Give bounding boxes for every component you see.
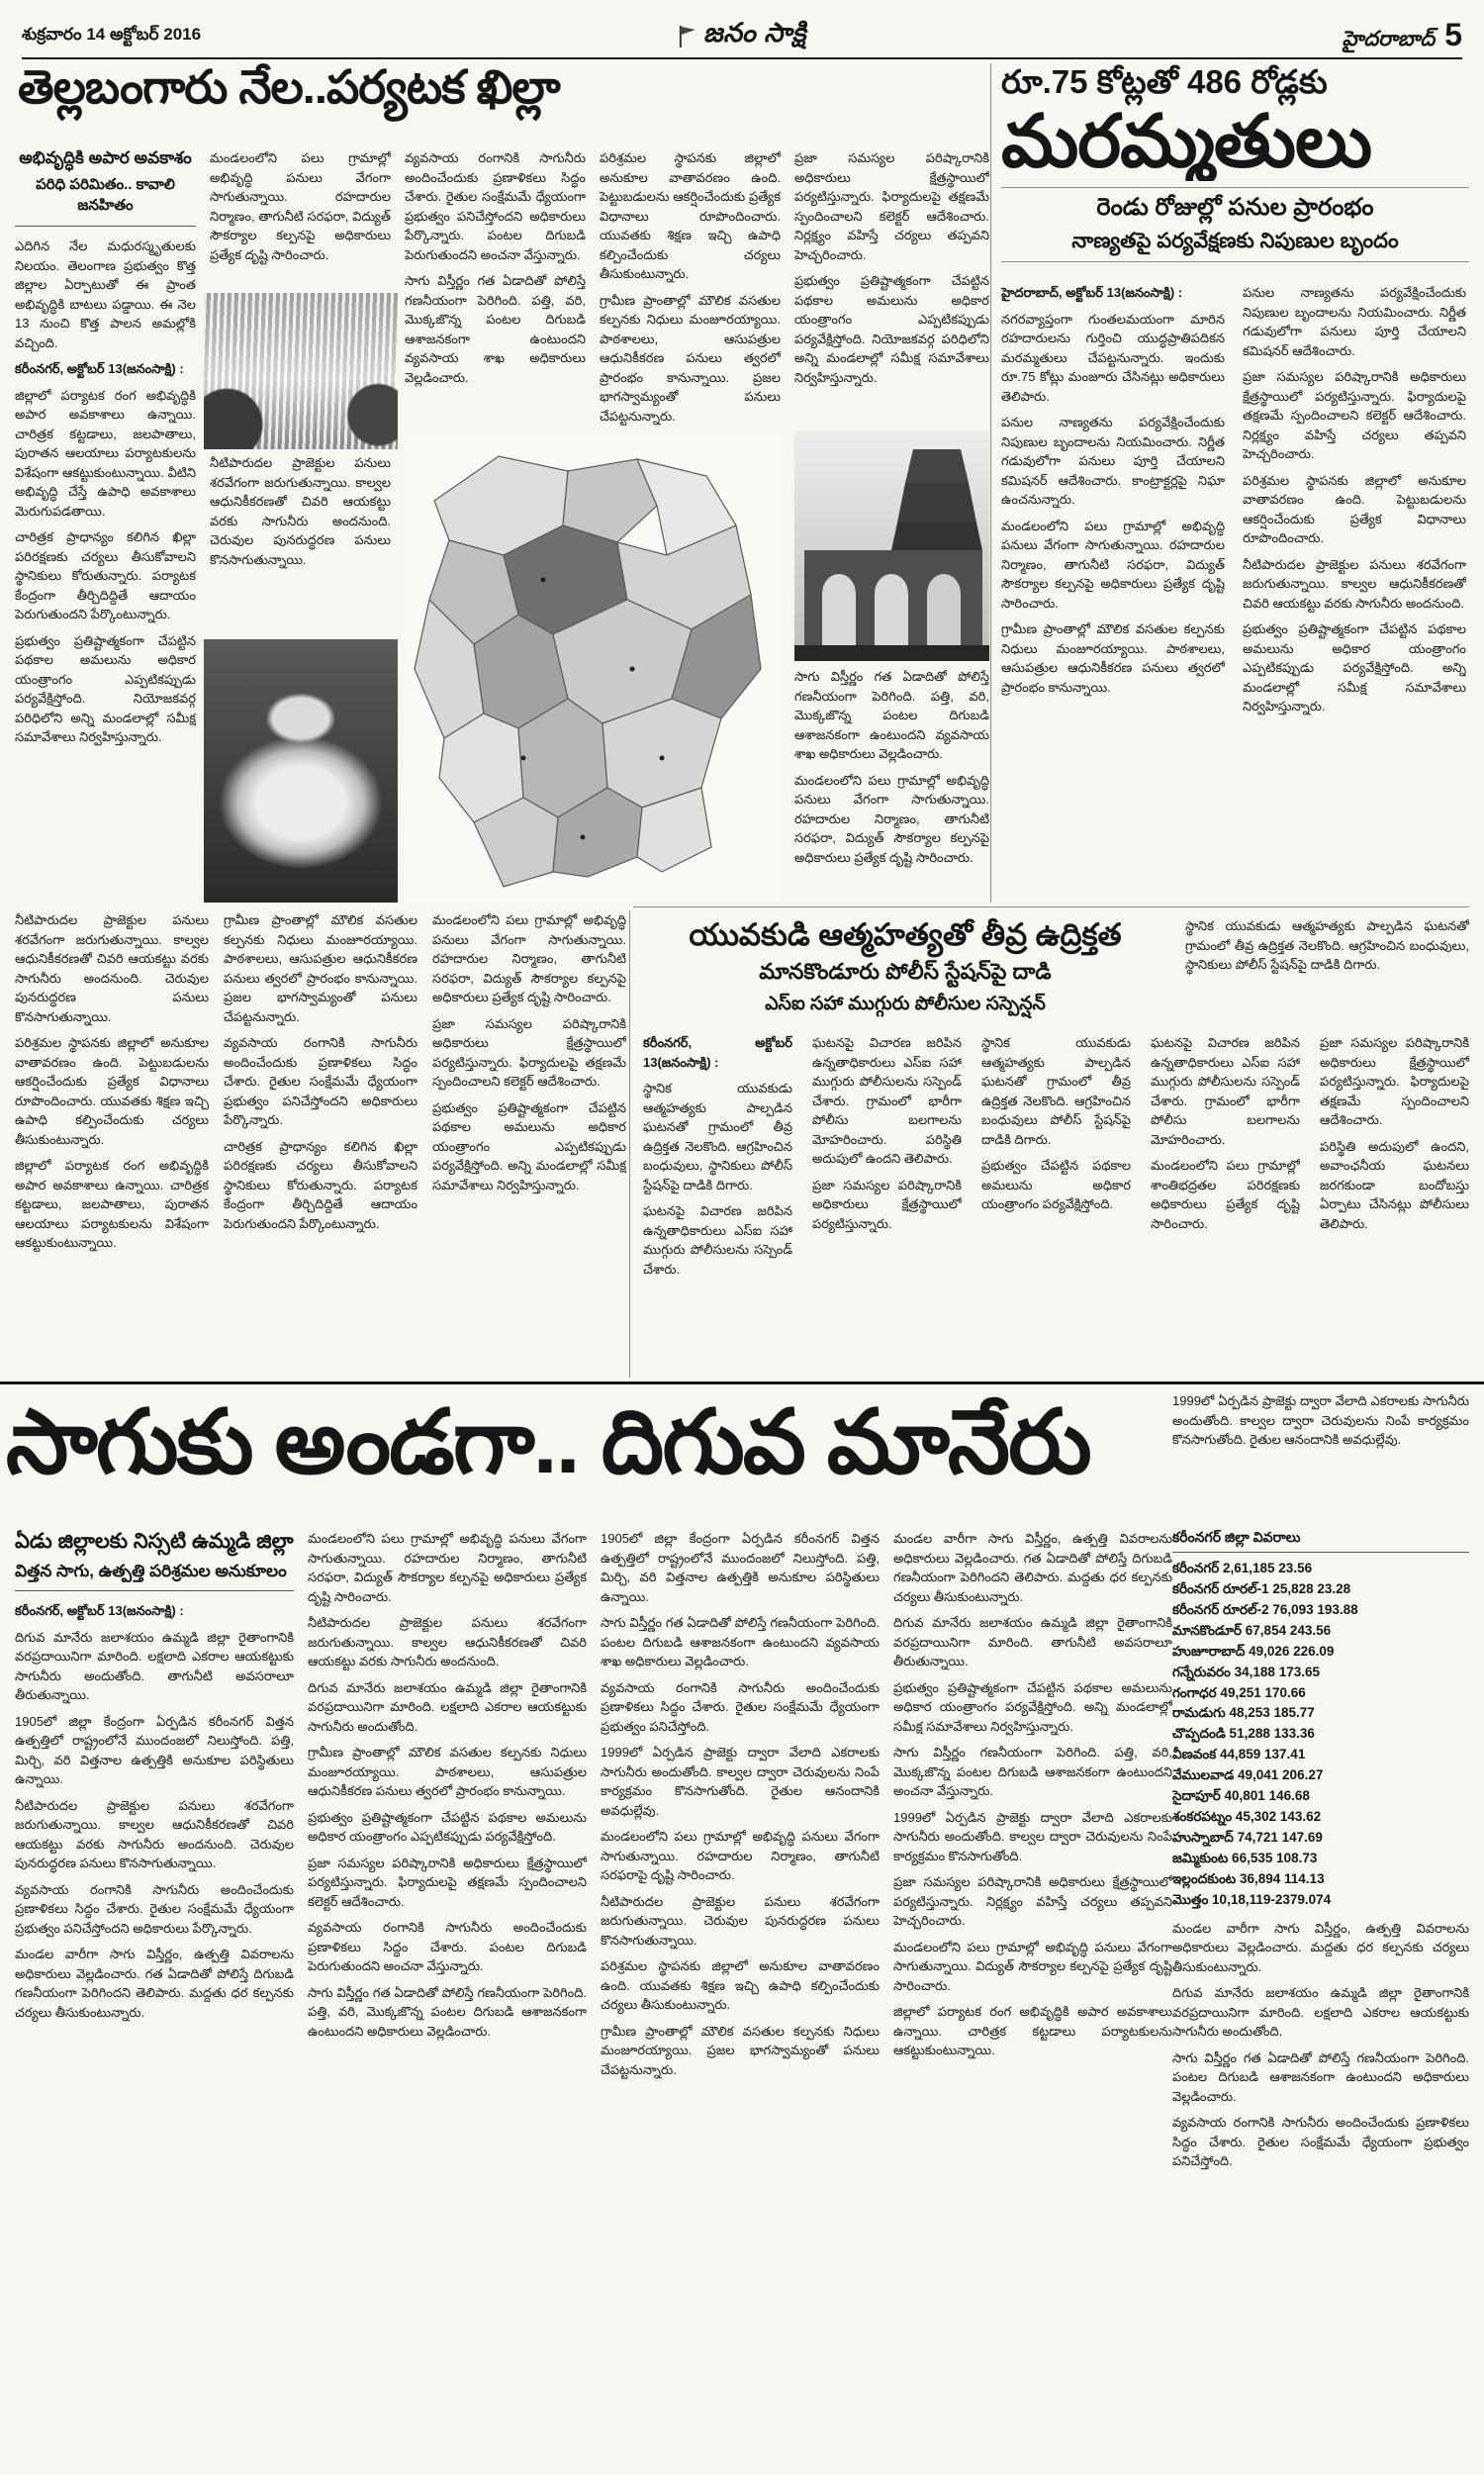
article3-headline: యువకుడి ఆత్మహత్యతో తీవ్ర ఉద్రిక్తత — [689, 917, 1122, 952]
article1-body-lower — [15, 910, 626, 1376]
article3-paragraph: ప్రభుత్వం చేపట్టిన పథకాల అమలును అధికార యంత్రాంగం పర్యవేక్షిస్తోంది. — [981, 1158, 1131, 1211]
article2-rule-bottom — [1001, 261, 1469, 262]
article1-paragraph: ప్రభుత్వం ప్రతిష్టాత్మకంగా చేపట్టిన పథకాల అమలును అధికార యంత్రాంగం ఎప్పటికప్పుడు పర్యవేక్షిస్తోంది. నియోజకవర్గ పరిధిలోని అన్ని మండలాల్లో సమీక్ష సమావేశాలు నిర్వహిస్తున్నారు. — [794, 273, 989, 385]
article1-paragraph: చారిత్రక ప్రాధాన్యం కలిగిన ఖిల్లా పరిరక్షణకు చర్యలు తీసుకోవాలని స్థానికులు కోరుతున్నారు. పర్యాటక కేంద్రంగా తీర్చిదిద్దితే ఆదాయం పెరుగుతుందని పేర్కొంటున్నారు. — [15, 529, 196, 621]
article4-paragraph: నీటిపారుదల ప్రాజెక్టుల పనులు శరవేగంగా జరుగుతున్నాయి. కాల్వల ఆధునికీకరణతో చివరి ఆయకట్టు వరకు సాగునీరు అందనుంది. — [308, 1615, 587, 1668]
fort-photo — [794, 431, 989, 661]
mandal-statistic-line: కరీంనగర్ 2,61,185 23.56 — [1172, 1561, 1313, 1575]
article1-lower-col2 — [224, 910, 417, 1376]
article3-paragraph: ఘటనపై విచారణ జరిపిన ఉన్నతాధికారులు ఎస్ఐ సహా ముగ్గురు పోలీసులను సస్పెండ్ చేశారు. గ్రామంలో భారీగా పోలీసు బలగాలను మోహరించారు. పరిస్థితి అదుపులో ఉందని తెలిపారు. — [812, 1035, 962, 1166]
article4-paragraph: గ్రామీణ ప్రాంతాల్లో మౌలిక వసతుల కల్పనకు నిధులు మంజూరయ్యాయి. పాఠశాలలు, ఆసుపత్రుల ఆధునికీకరణ పనులు త్వరలో ప్రారంభం కానున్నాయి. — [308, 1745, 587, 1798]
article2-col1-paras — [1001, 310, 1225, 698]
article1-paragraph: ప్రజా సమస్యల పరిష్కారానికి అధికారులు క్షేత్రస్థాయిలో పర్యటిస్తున్నారు. ఫిర్యాదులపై తక్షణమే స్పందించాలని కలెక్టర్ ఆదేశించారు. — [432, 1015, 626, 1089]
article4-paragraph: మండలంలోని పలు గ్రామాల్లో అభివృద్ధి పనులు వేగంగా సాగుతున్నాయి. రహదారుల నిర్మాణం, తాగునీటి సరఫరా, విద్యుత్ సౌకర్యాల కల్పనపై అధికారులు ప్రత్యేక దృష్టి సారించారు. — [308, 1531, 587, 1604]
article1-paragraph: సాగు విస్తీర్ణం గత ఏడాదితో పోలిస్తే గణనీయంగా పెరిగింది. పత్తి, వరి, మొక్కజొన్న పంటల దిగుబడి ఆశాజనకంగా ఉంటుందని వ్యవసాయ శాఖ అధికారులు వెల్లడించారు. — [405, 273, 586, 385]
article3-side-paras — [1185, 916, 1469, 1025]
article2-paragraph: నగరవ్యాప్తంగా గుంతలమయంగా మారిన రహదారులను గుర్తించి యుద్ధప్రాతిపదికన మరమ్మతులు చేపట్టనున్నారు. ఇందుకు రూ.75 కోట్లు మంజూరు చేసినట్లు అధికారులు తెలిపారు. — [1001, 311, 1225, 404]
article3-dateline: కరీంనగర్, అక్టోబర్ 13(జనంసాక్షి) : — [643, 1035, 792, 1070]
mandal-statistic-line: గంగాధర 49,251 170.66 — [1172, 1684, 1306, 1700]
mandal-statistic-line: సైదాపూర్ 40,801 146.68 — [1172, 1788, 1310, 1804]
article4-paragraph: 1999లో ఏర్పడిన ప్రాజెక్టు ద్వారా వేలాది ఎకరాలకు సాగునీరు అందుతోంది. కాల్వల ద్వారా చెరువులను నింపే కార్యక్రమం కొనసాగుతోంది. రైతుల ఆనందానికి అవధుల్లేవు. — [1172, 1393, 1469, 1447]
article2-subhead2: నాణ్యతపై పర్యవేక్షణకు నిపుణుల బృందం — [1071, 230, 1399, 253]
mandal-statistic-line: హుజూరాబాద్ 49,026 226.09 — [1172, 1643, 1335, 1659]
article4-paragraph: సాగు విస్తీర్ణం గత ఏడాదితో పోలిస్తే గణనీయంగా పెరిగింది. పత్తి, వరి, మొక్కజొన్న పంటల దిగుబడి ఆశాజనకంగా ఉంటుందని అధికారులు వెల్లడించారు. — [308, 1984, 587, 2039]
article4-paragraph: సాగు విస్తీర్ణం గత ఏడాదితో పోలిస్తే గణనీయంగా పెరిగింది. పంటల దిగుబడి ఆశాజనకంగా ఉంటుందని అధికారులు వెల్లడించారు. — [1172, 2049, 1469, 2104]
article3-subhead2: ఎస్ఐ సహా ముగ్గురు పోలీసుల సస్పెన్షన్ — [765, 994, 1046, 1015]
article2-kicker: రూ.75 కోట్లతో 486 రోడ్లకు — [1001, 63, 1328, 100]
article1-paragraph: వ్యవసాయ రంగానికి సాగునీరు అందించేందుకు ప్రణాళికలు సిద్ధం చేశారు. రైతుల సంక్షేమమే ధ్యేయంగా ప్రభుత్వం పనిచేస్తోందని అధికారులు పేర్కొన్నారు. పంటల దిగుబడి పెరుగుతుందని అంచనా వేస్తున్నారు. — [405, 150, 586, 262]
edition-date: శుక్రవారం 14 అక్టోబర్ 2016 — [22, 25, 202, 44]
article2-paragraph: ప్రజా సమస్యల పరిష్కారానికి అధికారులు క్షేత్రస్థాయిలో పర్యటిస్తున్నారు. ఫిర్యాదులపై తక్షణమే స్పందించాలని కలెక్టర్ ఆదేశించారు. నిర్లక్ష్యం వహిస్తే చర్యలు తప్పవని హెచ్చరించారు. — [1243, 369, 1466, 461]
article1-paragraph: జిల్లాలో పర్యాటక రంగ అభివృద్ధికి అపార అవకాశాలు ఉన్నాయి. చారిత్రక కట్టడాలు, జలపాతాలు, పురాతన ఆలయాలు పర్యాటకులను విశేషంగా ఆకట్టుకుంటున్నాయి. వీటిని అభివృద్ధి చేస్తే ఉపాధి అవకాశాలు మెరుగుపడతాయి. — [15, 387, 196, 519]
article3-col4 — [1151, 1033, 1300, 1376]
mandal-statistic-line: గన్నేరువరం 34,188 173.65 — [1172, 1664, 1320, 1679]
article4-col1 — [15, 1529, 294, 2467]
article3-paragraph: స్థానిక యువకుడు ఆత్మహత్యకు పాల్పడిన ఘటనతో గ్రామంలో తీవ్ర ఉద్రిక్తత నెలకొంది. ఆగ్రహించిన బంధువులు, స్థానికులు పోలీస్ స్టేషన్‌పై దాడికి దిగారు. — [643, 1081, 792, 1192]
waterfall-photo — [204, 293, 398, 449]
mandal-statistic-line: మొత్తం 10,18,119-2379.074 — [1172, 1891, 1332, 1907]
article1-col2-mid — [210, 453, 391, 635]
article4-paragraph: మండలంలోని పలు గ్రామాల్లో అభివృద్ధి పనులు వేగంగా సాగుతున్నాయి. విద్యుత్ సౌకర్యాల కల్పనపై ప్రత్యేక దృష్టి సారించారు. — [893, 1939, 1172, 1993]
article4-paragraph: దిగువ మానేరు జలాశయం ఉమ్మడి జిల్లా రైతాంగానికి వరప్రదాయినిగా మారింది. లక్షలాది ఎకరాల ఆయకట్టుకు సాగునీరు అందుతోంది. తాగునీటి అవసరాలూ తీరుతున్నాయి. — [15, 1629, 294, 1703]
mandal-statistic-line: ఇల్లందకుంట 36,894 114.13 — [1172, 1870, 1325, 1886]
mandal-statistic-line: వీణవంక 44,859 137.41 — [1172, 1747, 1306, 1762]
article4-body — [0, 1529, 1484, 2467]
article1-col5-top — [794, 148, 989, 428]
article2-paragraph: పనుల నాణ్యతను పర్యవేక్షించేందుకు నిపుణుల బృందాలను నియమించారు. నిర్ణీత గడువులోగా పనులు పూర్తి చేయాలని కమిషనర్ ఆదేశించారు. కాంట్రాక్టర్లపై నిఘా ఉంచనున్నారు. — [1001, 415, 1225, 507]
article1-col1-paras — [15, 386, 196, 747]
article1-col5-bottom — [794, 667, 989, 903]
mandal-statistic-line: వేములవాడ 49,041 206.27 — [1172, 1767, 1324, 1783]
article4-paragraph: జిల్లాలో పర్యాటక రంగ అభివృద్ధికి అపార అవకాశాలు ఉన్నాయి. చారిత్రక కట్టడాలు పర్యాటకులను ఆకట్టుకుంటున్నాయి. — [893, 2004, 1172, 2057]
paper-logo — [678, 18, 806, 55]
article4-col4 — [893, 1529, 1172, 2467]
article4-paragraph: వ్యవసాయ రంగానికి సాగునీరు అందించేందుకు ప్రణాళికలు సిద్ధం చేశారు. పంటల దిగుబడి పెరుగుతుందని అంచనా వేస్తున్నారు. — [308, 1920, 587, 1973]
article4-paragraph: మండల వారీగా సాగు విస్తీర్ణం, ఉత్పత్తి వివరాలను అధికారులు వెల్లడించారు. గత ఏడాదితో పోలిస్తే దిగుబడి గణనీయంగా పెరిగిందని తెలిపారు. మద్దతు ధర కల్పనకు చర్యలు తీసుకుంటున్నారు. — [15, 1947, 294, 2020]
article4-stats-list — [1172, 1559, 1469, 1911]
districts-map-svg — [405, 431, 781, 903]
article1-col4-top — [600, 148, 781, 428]
article2-subhead1: రెండు రోజుల్లో పనుల ప్రారంభం — [1096, 194, 1374, 222]
article1-deck-line2: పరిధి పరిమితం.. కావాలి జనహితం — [15, 176, 196, 227]
masthead — [22, 16, 1462, 59]
article1-paragraph: మండలంలోని పలు గ్రామాల్లో అభివృద్ధి పనులు వేగంగా సాగుతున్నాయి. రహదారుల నిర్మాణం, తాగునీటి సరఫరా, విద్యుత్ సౌకర్యాల కల్పనపై అధికారులు ప్రత్యేక దృష్టి సారించారు. — [432, 912, 626, 1004]
article3-body — [643, 1033, 1469, 1376]
article1-paragraph: ప్రభుత్వం ప్రతిష్టాత్మకంగా చేపట్టిన పథకాల అమలును అధికార యంత్రాంగం ఎప్పటికప్పుడు పర్యవేక్షిస్తోంది. అన్ని మండలాల్లో సమీక్ష సమావేశాలు నిర్వహిస్తున్నారు. — [432, 1099, 626, 1192]
article4-paragraph: దిగువ మానేరు జలాశయం ఉమ్మడి జిల్లా రైతాంగానికి వరప్రదాయినిగా మారింది. తాగునీటి అవసరాలూ తీరుతున్నాయి. — [893, 1615, 1172, 1668]
article1-paragraph: నీటిపారుదల ప్రాజెక్టుల పనులు శరవేగంగా జరుగుతున్నాయి. కాల్వల ఆధునికీకరణతో చివరి ఆయకట్టు వరకు సాగునీరు అందనుంది. చెరువుల పునరుద్ధరణ పనులు కొనసాగుతున్నాయి. — [15, 912, 209, 1024]
article4-paragraph: 1999లో ఏర్పడిన ప్రాజెక్టు ద్వారా వేలాది ఎకరాలకు సాగునీరు అందుతోంది. కాల్వల ద్వారా చెరువులను నింపే కార్యక్రమం కొనసాగుతోంది. — [893, 1809, 1172, 1863]
article2-paragraph: మండలంలోని పలు గ్రామాల్లో అభివృద్ధి పనులు వేగంగా సాగుతున్నాయి. రహదారుల నిర్మాణం, తాగునీటి సరఫరా, విద్యుత్ సౌకర్యాల కల్పనపై అధికారులు ప్రత్యేక దృష్టి సారించారు. — [1001, 518, 1225, 611]
article3-paragraph: మండలంలోని పలు గ్రామాల్లో శాంతిభద్రతల పరిరక్షణకు అధికారులు ప్రత్యేక దృష్టి సారించారు. — [1151, 1158, 1300, 1231]
article2-col1 — [1001, 283, 1225, 903]
article4-paragraph: ప్రజా సమస్యల పరిష్కారానికి అధికారులు క్షేత్రస్థాయిలో పర్యటిస్తున్నారు. నిర్లక్ష్యం వహిస్తే చర్యలు తప్పవని హెచ్చరించారు. — [893, 1874, 1172, 1928]
spring-pot-photo — [204, 639, 398, 903]
article1-paragraph: గ్రామీణ ప్రాంతాల్లో మౌలిక వసతుల కల్పనకు నిధులు మంజూరయ్యాయి. పాఠశాలలు, ఆసుపత్రుల ఆధునికీకరణ పనులు త్వరలో ప్రారంభం కానున్నాయి. ప్రజల భాగస్వామ్యంతో పనులు చేపట్టనున్నారు. — [600, 292, 781, 424]
paper-name: జనం సాక్షి — [702, 18, 807, 48]
article4-paragraph: దిగువ మానేరు జలాశయం ఉమ్మడి జిల్లా రైతాంగానికి వరప్రదాయినిగా మారింది. లక్షలాది ఎకరాల ఆయకట్టుకు సాగునీరు అందుతోంది. — [308, 1679, 587, 1734]
article3-top-rule — [633, 906, 1469, 907]
article2-paragraph: ప్రభుత్వం ప్రతిష్టాత్మకంగా చేపట్టిన పథకాల అమలును అధికార యంత్రాంగం ఎప్పటికప్పుడు పర్యవేక్షిస్తోంది. అన్ని మండలాల్లో సమీక్ష సమావేశాలు నిర్వహిస్తున్నారు. — [1243, 621, 1466, 714]
article4-deck-line1: ఏడు జిల్లాలకు నిస్సటి ఉమ్మడి జిల్లా — [15, 1530, 294, 1553]
article3-col3 — [981, 1033, 1131, 1376]
article4-paragraph: వ్యవసాయ రంగానికి సాగునీరు అందించేందుకు ప్రణాళికలు సిద్ధం చేశారు. రైతుల సంక్షేమమే ధ్యేయంగా ప్రభుత్వం పనిచేస్తోంది. — [601, 1679, 880, 1734]
article4-paragraph: 1999లో ఏర్పడిన ప్రాజెక్టు ద్వారా వేలాది ఎకరాలకు సాగునీరు అందుతోంది. కాల్వల ద్వారా చెరువులను నింపే కార్యక్రమం కొనసాగుతోంది. రైతుల ఆనందానికి అవధుల్లేవు. — [601, 1745, 880, 1818]
article1-col1 — [15, 148, 196, 903]
article3-paragraph: ఘటనపై విచారణ జరిపిన ఉన్నతాధికారులు ఎస్ఐ సహా ముగ్గురు పోలీసులను సస్పెండ్ చేశారు. — [643, 1203, 792, 1277]
article3-paragraph: పరిస్థితి అదుపులో ఉందని, అవాంఛనీయ ఘటనలు జరగకుండా బందోబస్తు ఏర్పాటు చేసినట్లు పోలీసులు తెలిపారు. — [1320, 1138, 1469, 1231]
article1-headline: తెల్లబంగారు నేల..పర్యటక ఖిల్లా — [18, 60, 560, 113]
article2-paragraph: నీటిపారుదల ప్రాజెక్టుల పనులు శరవేగంగా జరుగుతున్నాయి. కాల్వల ఆధునికీకరణతో చివరి ఆయకట్టు వరకు సాగునీరు అందనుంది. — [1243, 556, 1466, 611]
article4-dateline: కరీంనగర్, అక్టోబర్ 13(జనంసాక్షి) : — [15, 1603, 184, 1619]
article2-paragraph: పనుల నాణ్యతను పర్యవేక్షించేందుకు నిపుణుల బృందాలను నియమించారు. నిర్ణీత గడువులోగా పనులు పూర్తి చేయాలని కమిషనర్ ఆదేశించారు. — [1243, 285, 1466, 358]
article4-paragraph: ప్రభుత్వం ప్రతిష్టాత్మకంగా చేపట్టిన పథకాల అమలును అధికార యంత్రాంగం పర్యవేక్షిస్తోంది. అన్ని మండలాల్లో సమీక్ష సమావేశాలు నిర్వహిస్తున్నారు. — [893, 1679, 1172, 1734]
article4-paragraph: సాగు విస్తీర్ణం గత ఏడాదితో పోలిస్తే గణనీయంగా పెరిగింది. పంటల దిగుబడి ఆశాజనకంగా ఉంటుందని వ్యవసాయ శాఖ అధికారులు వెల్లడించారు. — [601, 1615, 880, 1668]
mandal-statistic-line: హుస్నాబాద్ 74,721 147.69 — [1172, 1829, 1323, 1845]
article4-paragraph: 1905లో జిల్లా కేంద్రంగా ఏర్పడిన కరీంనగర్ విత్తన ఉత్పత్తిలో రాష్ట్రంలోనే ముందంజలో నిలుస్తోంది. పత్తి, మిర్చి, వరి విత్తనాల ఉత్పత్తికి అనుకూల పరిస్థితులు ఉన్నాయి. — [15, 1713, 294, 1787]
mandal-statistic-line: మానకొండూర్ 67,854 243.56 — [1172, 1622, 1332, 1638]
article1-paragraph: మండలంలోని పలు గ్రామాల్లో అభివృద్ధి పనులు వేగంగా సాగుతున్నాయి. రహదారుల నిర్మాణం, తాగునీటి సరఫరా, విద్యుత్ సౌకర్యాల కల్పనపై అధికారులు ప్రత్యేక దృష్టి సారించారు. — [210, 150, 391, 262]
article1-paragraph: వ్యవసాయ రంగానికి సాగునీరు అందించేందుకు ప్రణాళికలు సిద్ధం చేశారు. రైతుల సంక్షేమమే ధ్యేయంగా ప్రభుత్వం పనిచేస్తోందని అధికారులు పేర్కొన్నారు. — [224, 1035, 417, 1127]
article4-paragraph: మండల వారీగా సాగు విస్తీర్ణం, ఉత్పత్తి వివరాలను అధికారులు వెల్లడించారు. గత ఏడాదితో పోలిస్తే దిగుబడి గణనీయంగా పెరిగిందని తెలిపారు. మద్దతు ధర కల్పనకు చర్యలు తీసుకుంటున్నారు. — [893, 1531, 1172, 1604]
article3-col5 — [1320, 1033, 1469, 1376]
article4-paragraph: మండల వారీగా సాగు విస్తీర్ణం, ఉత్పత్తి వివరాలను అధికారులు వెల్లడించారు. మద్దతు ధర కల్పనకు చర్యలు తీసుకుంటున్నారు. — [1172, 1920, 1469, 1974]
mandal-statistic-line: కరీంనగర్ రూరల్-1 25,828 23.28 — [1172, 1580, 1351, 1596]
article4-top-rule — [0, 1381, 1484, 1384]
article4-col1-paras — [15, 1628, 294, 2023]
page-number: 5 — [1444, 17, 1462, 52]
article4-paragraph: ప్రభుత్వం ప్రతిష్టాత్మకంగా చేపట్టిన పథకాల అమలును అధికార యంత్రాంగం ఎప్పటికప్పుడు పర్యవేక్షిస్తోంది. — [308, 1809, 587, 1844]
header-right — [1343, 17, 1462, 56]
article3-subhead1: మానకొండూరు పోలీస్ స్టేషన్‌పై దాడి — [759, 959, 1052, 985]
article1-deck-line1: అభివృద్ధికి అపార అవకాశం — [19, 148, 192, 167]
article2-dateline: హైదరాబాద్, అక్టోబర్ 13(జనంసాక్షి) : — [1001, 285, 1183, 300]
mandal-statistic-line: చొప్పదండి 51,288 133.36 — [1172, 1726, 1315, 1742]
article3-head-block — [643, 916, 1167, 1027]
article2-col2 — [1243, 283, 1466, 903]
article2-rule-top — [1001, 187, 1469, 188]
article3-paragraph: స్థానిక యువకుడు ఆత్మహత్యకు పాల్పడిన ఘటనతో గ్రామంలో తీవ్ర ఉద్రిక్తత నెలకొంది. ఆగ్రహించిన బంధువులు పోలీస్ స్టేషన్‌పై దాడికి దిగారు. — [981, 1035, 1131, 1147]
article4-paragraph: 1905లో జిల్లా కేంద్రంగా ఏర్పడిన కరీంనగర్ విత్తన ఉత్పత్తిలో రాష్ట్రంలోనే ముందంజలో నిలుస్తోంది. పత్తి, మిర్చి, వరి విత్తనాల ఉత్పత్తికి అనుకూల పరిస్థితులు ఉన్నాయి. — [601, 1531, 880, 1604]
article1-paragraph: జిల్లాలో పర్యాటక రంగ అభివృద్ధికి అపార అవకాశాలు ఉన్నాయి. చారిత్రక కట్టడాలు, జలపాతాలు, పురాతన ఆలయాలు పర్యాటకులను విశేషంగా ఆకట్టుకుంటున్నాయి. — [15, 1158, 209, 1250]
edition-city: హైదరాబాద్ — [1342, 28, 1436, 50]
mandal-statistic-line: కరీంనగర్ రూరల్-2 76,093 193.88 — [1172, 1601, 1358, 1617]
article1-paragraph: ప్రజా సమస్యల పరిష్కారానికి అధికారులు క్షేత్రస్థాయిలో పర్యటిస్తున్నారు. ఫిర్యాదులపై తక్షణమే స్పందించాలని కలెక్టర్ ఆదేశించారు. నిర్లక్ష్యం వహిస్తే చర్యలు తప్పవని హెచ్చరించారు. — [794, 150, 989, 262]
article2-paragraph: గ్రామీణ ప్రాంతాల్లో మౌలిక వసతుల కల్పనకు నిధులు మంజూరయ్యాయి. పాఠశాలలు, ఆసుపత్రుల ఆధునికీకరణ పనులు త్వరలో ప్రారంభం కానున్నాయి. — [1001, 621, 1225, 695]
article4-paragraph: నీటిపారుదల ప్రాజెక్టుల పనులు శరవేగంగా జరుగుతున్నాయి. చెరువుల పునరుద్ధరణ పనులు కొనసాగుతున్నాయి. — [601, 1893, 880, 1948]
article4-paragraph: వ్యవసాయ రంగానికి సాగునీరు అందించేందుకు ప్రణాళికలు సిద్ధం చేశారు. రైతుల సంక్షేమమే ధ్యేయంగా ప్రభుత్వం పనిచేస్తోంది. — [1172, 2115, 1469, 2169]
article1-lower-col3 — [432, 910, 626, 1376]
article1-paragraph: చారిత్రక ప్రాధాన్యం కలిగిన ఖిల్లా పరిరక్షణకు చర్యలు తీసుకోవాలని స్థానికులు కోరుతున్నారు. పర్యాటక కేంద్రంగా తీర్చిదిద్దితే ఆదాయం పెరుగుతుందని పేర్కొంటున్నారు. — [224, 1138, 417, 1231]
article3-paragraph: స్థానిక యువకుడు ఆత్మహత్యకు పాల్పడిన ఘటనతో గ్రామంలో తీవ్ర ఉద్రిక్తత నెలకొంది. ఆగ్రహించిన బంధువులు, స్థానికులు పోలీస్ స్టేషన్‌పై దాడికి దిగారు. — [1185, 918, 1469, 972]
article2-paragraph: పరిశ్రమల స్థాపనకు జిల్లాలో అనుకూల వాతావరణం ఉంది. పెట్టుబడులను ఆకర్షించేందుకు ప్రత్యేక విధానాలు రూపొందించారు. — [1243, 472, 1466, 545]
article1-paragraph: నీటిపారుదల ప్రాజెక్టుల పనులు శరవేగంగా జరుగుతున్నాయి. కాల్వల ఆధునికీకరణతో చివరి ఆయకట్టు వరకు సాగునీరు అందనుంది. చెరువుల పునరుద్ధరణ పనులు కొనసాగుతున్నాయి. — [210, 455, 391, 567]
article4-stats-title: కరీంనగర్ జిల్లా వివరాలు — [1172, 1529, 1469, 1553]
article4-paragraph: వ్యవసాయ రంగానికి సాగునీరు అందించేందుకు ప్రణాళికలు సిద్ధం చేశారు. రైతుల సంక్షేమమే ధ్యేయంగా ప్రభుత్వం పనిచేస్తోందని అధికారులు పేర్కొన్నారు. — [15, 1881, 294, 1936]
article1-body-upper — [15, 148, 989, 903]
flag-icon — [678, 25, 697, 48]
article4-col3 — [601, 1529, 880, 2467]
article2-head-block — [1001, 63, 1469, 262]
article1-col2-top — [210, 148, 391, 289]
article1-paragraph: సాగు విస్తీర్ణం గత ఏడాదితో పోలిస్తే గణనీయంగా పెరిగింది. పత్తి, వరి, మొక్కజొన్న పంటల దిగుబడి ఆశాజనకంగా ఉంటుందని వ్యవసాయ శాఖ అధికారులు వెల్లడించారు. — [794, 669, 989, 761]
article3-col1 — [643, 1033, 792, 1376]
article2-headline: మరమ్మతులు — [1001, 100, 1372, 182]
divider-article1-article3 — [629, 910, 630, 1378]
article3-col2 — [812, 1033, 962, 1376]
article3-paragraph: ఘటనపై విచారణ జరిపిన ఉన్నతాధికారులు ఎస్ఐ సహా ముగ్గురు పోలీసులను సస్పెండ్ చేశారు. గ్రామంలో భారీగా పోలీసు బలగాలను మోహరించారు. — [1151, 1035, 1300, 1147]
mandal-statistic-line: జమ్మికుంట 66,535 108.73 — [1172, 1850, 1318, 1865]
article4-headline: సాగుకు అండగా.. దిగువ మానేరు — [6, 1393, 1090, 1492]
article4-paragraph: దిగువ మానేరు జలాశయం ఉమ్మడి జిల్లా రైతాంగానికి వరప్రదాయినిగా మారింది. లక్షలాది ఎకరాల ఆయకట్టుకు సాగునీరు అందుతోంది. — [1172, 1985, 1469, 2040]
article1-paragraph: పరిశ్రమల స్థాపనకు జిల్లాలో అనుకూల వాతావరణం ఉంది. పెట్టుబడులను ఆకర్షించేందుకు ప్రత్యేక విధానాలు రూపొందించారు. యువతకు శిక్షణ ఇచ్చి ఉపాధి కల్పించేందుకు చర్యలు తీసుకుంటున్నారు. — [15, 1035, 209, 1147]
article4-paragraph: ప్రజా సమస్యల పరిష్కారానికి అధికారులు క్షేత్రస్థాయిలో పర్యటిస్తున్నారు. ఫిర్యాదులపై తక్షణమే స్పందించాలని కలెక్టర్ ఆదేశించారు. — [308, 1855, 587, 1909]
article4-paragraph: సాగు విస్తీర్ణం గణనీయంగా పెరిగింది. పత్తి, వరి, మొక్కజొన్న పంటల దిగుబడి ఆశాజనకంగా ఉంటుందని అంచనా వేస్తున్నారు. — [893, 1745, 1172, 1798]
article4-col5 — [1172, 1529, 1469, 2467]
article3-paragraph: ప్రజా సమస్యల పరిష్కారానికి అధికారులు క్షేత్రస్థాయిలో పర్యటిస్తున్నారు. ఫిర్యాదులపై తక్షణమే స్పందించాలని ఆదేశించారు. — [1320, 1035, 1469, 1127]
article4-paragraph: నీటిపారుదల ప్రాజెక్టుల పనులు శరవేగంగా జరుగుతున్నాయి. కాల్వల ఆధునికీకరణతో చివరి ఆయకట్టు వరకు సాగునీరు అందనుంది. చెరువుల పునరుద్ధరణ పనులు కొనసాగుతున్నాయి. — [15, 1797, 294, 1871]
article4-col5-paras — [1172, 1919, 1469, 2171]
article4-paragraph: మండలంలోని పలు గ్రామాల్లో అభివృద్ధి పనులు వేగంగా సాగుతున్నాయి. రహదారుల నిర్మాణం, తాగునీటి సరఫరాపై దృష్టి సారించారు. — [601, 1829, 880, 1882]
article1-paragraph: ప్రభుత్వం ప్రతిష్టాత్మకంగా చేపట్టిన పథకాల అమలును అధికార యంత్రాంగం ఎప్పటికప్పుడు పర్యవేక్షిస్తోంది. నియోజకవర్గ పరిధిలోని అన్ని మండలాల్లో సమీక్ష సమావేశాలు నిర్వహిస్తున్నారు. — [15, 632, 196, 744]
divider-article1-article2 — [990, 63, 991, 903]
mandal-statistic-line: రామడుగు 48,253 185.77 — [1172, 1705, 1315, 1721]
article4-deck-line2: విత్తన సాగు, ఉత్పత్తి పరిశ్రమల అనుకూలం — [15, 1561, 294, 1591]
mandal-statistic-line: శంకరపట్నం 45,302 143.62 — [1172, 1809, 1322, 1825]
fort-photo-svg — [794, 431, 989, 661]
article1-paragraph: మండలంలోని పలు గ్రామాల్లో అభివృద్ధి పనులు వేగంగా సాగుతున్నాయి. రహదారుల నిర్మాణం, తాగునీటి సరఫరా, విద్యుత్ సౌకర్యాల కల్పనపై అధికారులు ప్రత్యేక దృష్టి సారించారు. — [794, 772, 989, 865]
district-shapes — [415, 456, 761, 887]
article1-col3-top — [405, 148, 586, 428]
fort-shapes — [794, 431, 989, 661]
article3-paragraph: ప్రజా సమస్యల పరిష్కారానికి అధికారులు క్షేత్రస్థాయిలో పర్యటిస్తున్నారు. — [812, 1177, 962, 1231]
article1-dateline: కరీంనగర్, అక్టోబర్ 13(జనంసాక్షి) : — [15, 361, 184, 376]
article1-paragraph: గ్రామీణ ప్రాంతాల్లో మౌలిక వసతుల కల్పనకు నిధులు మంజూరయ్యాయి. పాఠశాలలు, ఆసుపత్రుల ఆధునికీకరణ పనులు త్వరలో ప్రారంభం కానున్నాయి. ప్రజల భాగస్వామ్యంతో పనులు చేపట్టనున్నారు. — [224, 912, 417, 1024]
article4-paragraph: గ్రామీణ ప్రాంతాల్లో మౌలిక వసతుల కల్పనకు నిధులు మంజూరయ్యాయి. ప్రజల భాగస్వామ్యంతో పనులు చేపట్టనున్నారు. — [601, 2023, 880, 2077]
article1-intro-paragraph: ఎదిగిన నేల మధురస్మృతులకు నిలయం. తెలంగాణ ప్రభుత్వం కొత్త జిల్లాల ఏర్పాటుతో ఈ ప్రాంత అభివృద్ధికి బాటలు పడ్డాయి. ఈ నెల 13 నుంచి కొత్త పాలన అమల్లోకి వచ్చింది. — [15, 238, 196, 350]
article4-col2 — [308, 1529, 587, 2467]
districts-map — [405, 431, 781, 903]
article4-col5-upper — [1172, 1391, 1469, 1520]
article1-paragraph: పరిశ్రమల స్థాపనకు జిల్లాలో అనుకూల వాతావరణం ఉంది. పెట్టుబడులను ఆకర్షించేందుకు ప్రత్యేక విధానాలు రూపొందించారు. యువతకు శిక్షణ ఇచ్చి ఉపాధి కల్పించేందుకు చర్యలు తీసుకుంటున్నారు. — [600, 150, 781, 281]
article1-lower-col1 — [15, 910, 209, 1376]
spacer — [1172, 1911, 1469, 1919]
article3-col1-paras — [643, 1079, 792, 1279]
article4-paragraph: పరిశ్రమల స్థాపనకు జిల్లాలో అనుకూల వాతావరణం ఉంది. యువతకు శిక్షణ ఇచ్చి ఉపాధి కల్పించేందుకు చర్యలు తీసుకుంటున్నారు. — [601, 1958, 880, 2012]
